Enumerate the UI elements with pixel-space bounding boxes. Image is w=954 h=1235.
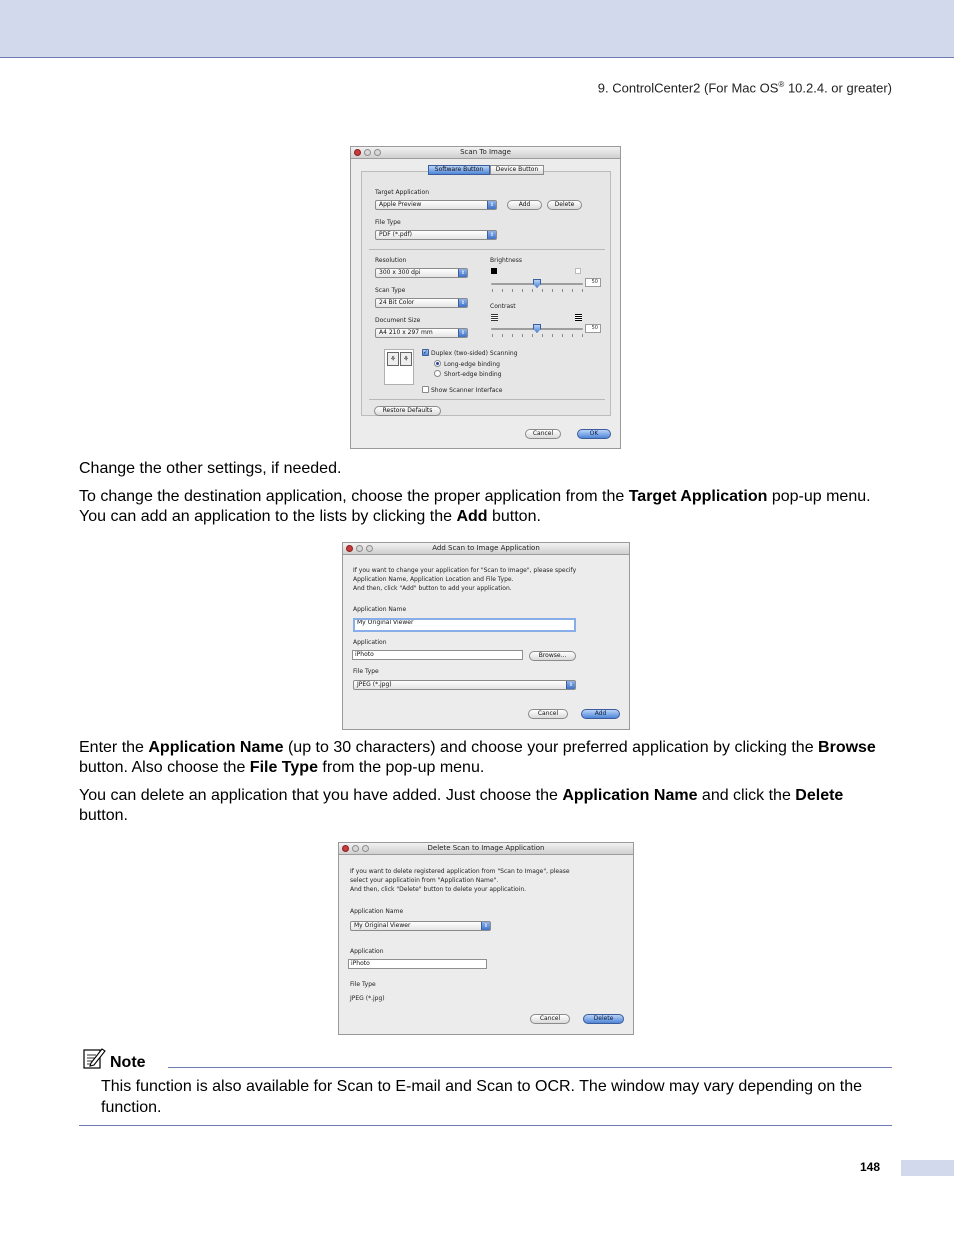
para4-text-3: button. xyxy=(79,807,128,824)
document-size-label: Document Size xyxy=(375,317,421,324)
file-type-popup[interactable] xyxy=(375,230,497,240)
brightness-label: Brightness xyxy=(490,257,522,264)
popup-arrows-icon: ⇕ xyxy=(481,921,491,931)
para3-text-4: from the pop-up menu. xyxy=(317,759,485,776)
window-title: Delete Scan to Image Application xyxy=(427,844,545,852)
page-front-icon: ⚘ xyxy=(387,352,399,366)
window-title: Add Scan to Image Application xyxy=(432,544,540,552)
application-label: Application xyxy=(350,948,384,955)
file-type-value: JPEG (*.jpg) xyxy=(357,681,392,688)
delete-instructions xyxy=(350,867,570,894)
delete-application-window xyxy=(338,842,634,1035)
para3-bold-file-type: File Type xyxy=(249,759,318,776)
para3-text-1: Enter the xyxy=(79,739,149,756)
cancel-button[interactable]: Cancel xyxy=(525,429,561,439)
application-name-value: My Original Viewer xyxy=(354,922,411,929)
contrast-slider-ticks xyxy=(492,334,583,337)
para3-bold-browse: Browse xyxy=(818,739,876,756)
para4-bold-delete: Delete xyxy=(795,787,844,804)
note-body: This function is also available for Scan to E-mail and Scan to OCR. The window may vary depending on the function. xyxy=(101,1078,862,1116)
add-button[interactable]: Add xyxy=(507,200,542,210)
window-title: Scan To Image xyxy=(460,148,511,156)
document-size-popup[interactable] xyxy=(375,328,468,338)
ok-button[interactable]: OK xyxy=(577,429,611,439)
show-scanner-interface-checkbox[interactable] xyxy=(422,386,429,393)
page-number: 148 xyxy=(860,1160,881,1174)
popup-arrows-icon: ⇕ xyxy=(487,200,497,210)
tab-device-button[interactable]: Device Button xyxy=(490,165,544,175)
light-square-icon xyxy=(575,268,581,274)
para4-text-1: You can delete an application that you have added. Just choose the xyxy=(79,787,563,804)
instruction-paragraph-2 xyxy=(79,487,891,527)
para3-bold-application-name: Application Name xyxy=(148,739,284,756)
delete-instruction-line: If you want to delete registered application from "Scan to Image", please xyxy=(350,868,570,875)
restore-defaults-button[interactable]: Restore Defaults xyxy=(374,406,441,416)
high-contrast-icon xyxy=(575,314,582,321)
file-type-label: File Type xyxy=(350,981,376,988)
window-titlebar xyxy=(343,543,629,555)
long-edge-radio[interactable] xyxy=(434,360,441,367)
note-title: Note xyxy=(110,1054,146,1071)
add-instruction-line: And then, click "Add" button to add your application. xyxy=(353,585,512,592)
para2-text-3: button. xyxy=(487,508,541,525)
brightness-slider-ticks xyxy=(492,289,583,292)
browse-button[interactable]: Browse... xyxy=(529,651,576,661)
note-rule xyxy=(168,1067,892,1068)
note-pencil-icon xyxy=(82,1046,106,1070)
target-application-value: Apple Preview xyxy=(379,201,422,208)
instruction-paragraph-3 xyxy=(79,738,891,778)
running-header-title: 9. ControlCenter2 (For Mac OS xyxy=(597,80,779,96)
page-number-tab xyxy=(901,1160,954,1176)
low-contrast-icon xyxy=(491,314,498,321)
registered-mark: ® xyxy=(778,80,785,89)
resolution-label: Resolution xyxy=(375,257,407,264)
popup-arrows-icon: ⇕ xyxy=(458,268,468,278)
para2-text-2: pop-up menu. You can add an application to the lists by clicking the xyxy=(79,488,871,525)
file-type-value: JPEG (*.jpg) xyxy=(350,995,385,1002)
application-label: Application xyxy=(353,639,387,646)
document-size-value: A4 210 x 297 mm xyxy=(379,329,433,336)
para2-bold-add: Add xyxy=(456,508,488,525)
note-header xyxy=(82,1046,892,1070)
para4-bold-application-name: Application Name xyxy=(562,787,698,804)
contrast-value-box[interactable]: 50 xyxy=(585,324,601,333)
running-header xyxy=(598,80,892,95)
application-name-label: Application Name xyxy=(350,908,404,915)
application-path-field: iPhoto xyxy=(348,959,487,969)
window-titlebar xyxy=(339,843,633,855)
add-instruction-line: If you want to change your application for "Scan to Image", please specify xyxy=(353,567,577,574)
duplex-preview-icon xyxy=(384,349,414,385)
application-name-popup[interactable] xyxy=(350,921,491,931)
page-back-icon: ⚘ xyxy=(400,352,412,366)
long-edge-label: Long-edge binding xyxy=(444,361,500,368)
scan-type-value: 24 Bit Color xyxy=(379,299,415,306)
brightness-value-box[interactable]: 50 xyxy=(585,278,601,287)
instruction-paragraph-1: Change the other settings, if needed. xyxy=(79,460,342,477)
popup-arrows-icon: ⇕ xyxy=(458,298,468,308)
para4-text-2: and click the xyxy=(697,787,796,804)
contrast-label: Contrast xyxy=(490,303,516,310)
file-type-label: File Type xyxy=(353,668,379,675)
application-path-field[interactable]: iPhoto xyxy=(352,650,523,660)
short-edge-label: Short-edge binding xyxy=(444,371,502,378)
cancel-button[interactable]: Cancel xyxy=(530,1014,570,1024)
para2-text-1: To change the destination application, choose the proper application from the xyxy=(79,488,629,505)
duplex-label: Duplex (two-sided) Scanning xyxy=(431,350,518,357)
delete-instruction-line: And then, click "Delete" button to delete your applicatioin. xyxy=(350,886,527,893)
target-application-label: Target Application xyxy=(375,189,429,196)
section-divider xyxy=(369,249,605,250)
delete-button[interactable]: Delete xyxy=(583,1014,624,1024)
duplex-checkbox[interactable]: ✓ xyxy=(423,349,429,356)
window-titlebar xyxy=(351,147,620,159)
popup-arrows-icon: ⇕ xyxy=(487,230,497,240)
section-divider xyxy=(369,399,605,400)
top-header-band xyxy=(0,0,954,58)
add-instruction-line: Application Name, Application Location and File Type. xyxy=(353,576,514,583)
para2-bold-target-application: Target Application xyxy=(628,488,768,505)
cancel-button[interactable]: Cancel xyxy=(528,709,568,719)
show-scanner-interface-label: Show Scanner Interface xyxy=(431,387,503,394)
file-type-label: File Type xyxy=(375,219,401,226)
delete-instruction-line: select your applicatioin from "Application Name". xyxy=(350,877,499,884)
scan-type-popup[interactable] xyxy=(375,298,468,308)
file-type-value: PDF (*.pdf) xyxy=(379,231,412,238)
scan-type-label: Scan Type xyxy=(375,287,406,294)
running-header-suffix: 10.2.4. or greater) xyxy=(784,80,892,96)
application-name-input[interactable]: My Original Viewer xyxy=(353,618,576,632)
add-application-window xyxy=(342,542,630,730)
para3-text-3: button. Also choose the xyxy=(79,759,250,776)
add-instructions xyxy=(353,566,576,593)
file-type-popup[interactable] xyxy=(353,680,576,690)
scan-to-image-window xyxy=(350,146,621,449)
dark-square-icon xyxy=(491,268,497,274)
short-edge-radio[interactable] xyxy=(434,370,441,377)
resolution-value: 300 x 300 dpi xyxy=(379,269,421,276)
add-button[interactable]: Add xyxy=(581,709,620,719)
instruction-paragraph-4 xyxy=(79,786,891,826)
popup-arrows-icon: ⇕ xyxy=(458,328,468,338)
tab-software-button[interactable]: Software Button xyxy=(428,165,490,175)
delete-button[interactable]: Delete xyxy=(547,200,582,210)
application-name-label: Application Name xyxy=(353,606,407,613)
target-application-popup[interactable] xyxy=(375,200,497,210)
note-bottom-rule xyxy=(79,1125,892,1126)
popup-arrows-icon: ⇕ xyxy=(566,680,576,690)
para3-text-2: (up to 30 characters) and choose your preferred application by clicking the xyxy=(283,739,819,756)
resolution-popup[interactable] xyxy=(375,268,468,278)
